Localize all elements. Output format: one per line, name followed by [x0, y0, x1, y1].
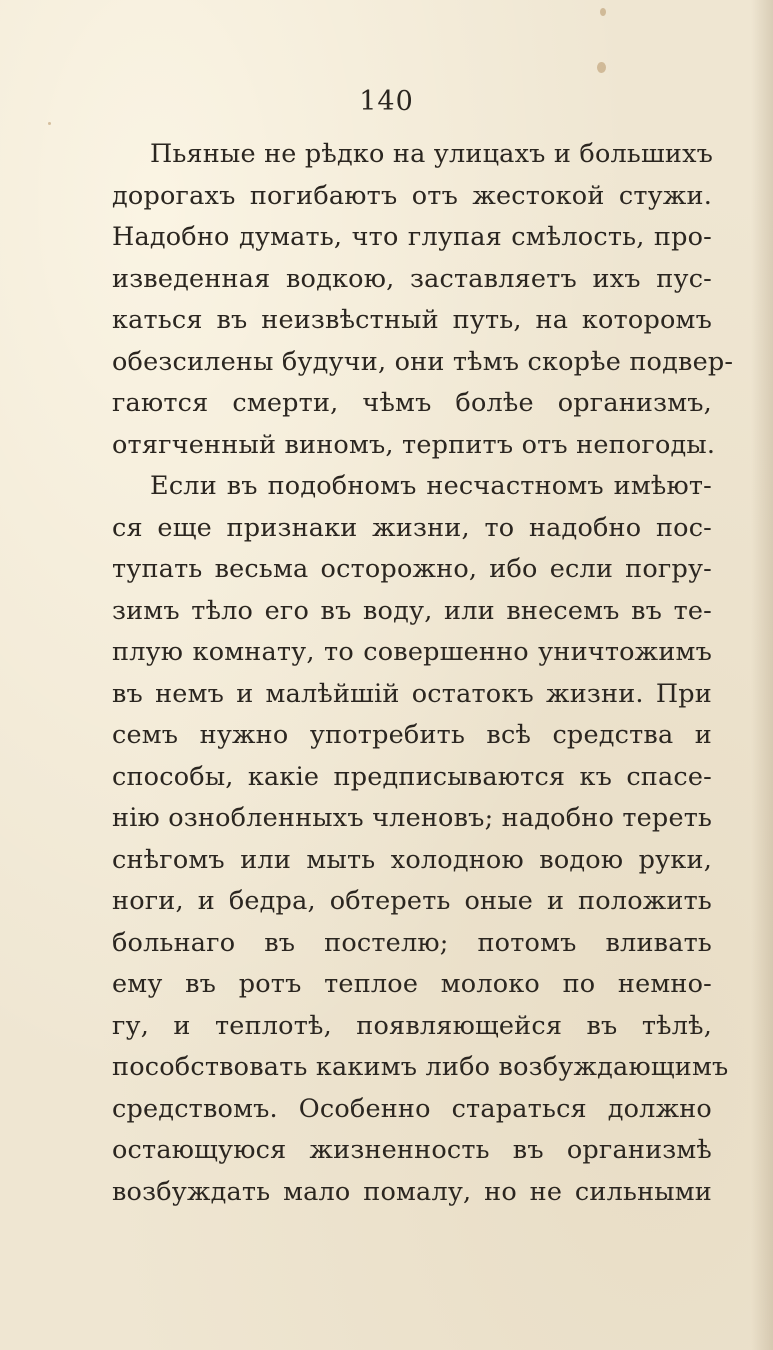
- paper-stain: [597, 62, 606, 73]
- text-line: семъ нужно употребить всѣ средства и: [112, 720, 712, 750]
- text-line: отягченный виномъ, терпитъ отъ непогоды.: [112, 429, 716, 460]
- text-line: больнаго въ постелю; потомъ вливать: [112, 927, 712, 958]
- text-line: плую комнату, то совершенно уничтожимъ: [112, 637, 712, 667]
- text-line: Если въ подобномъ несчастномъ имѣют-: [150, 471, 712, 501]
- text-line: пособствовать какимъ либо возбуждающимъ: [112, 1052, 729, 1082]
- text-line: ноги, и бедра, обтереть оные и положить: [112, 886, 712, 916]
- text-line: дорогахъ погибаютъ отъ жестокой стужи.: [112, 180, 712, 211]
- text-line: возбуждать мало помалу, но не сильными: [112, 1176, 712, 1207]
- text-line: обезсилены будучи, они тѣмъ скорѣе подвер-: [112, 346, 734, 377]
- text-line: ему въ ротъ теплое молоко по немно-: [112, 969, 712, 999]
- text-line: нію ознобленныхъ членовъ; надобно тереть: [112, 803, 713, 833]
- text-line: изведенная водкою, заставляетъ ихъ пус-: [112, 263, 712, 294]
- text-line: тупать весьма осторожно, ибо если погру-: [112, 554, 712, 584]
- text-line: способы, какіе предписываются къ спасе-: [112, 761, 712, 792]
- paper-stain: [48, 122, 51, 125]
- text-line: Надобно думать, что глупая смѣлость, про-: [112, 222, 712, 252]
- text-line: гу, и теплотѣ, появляющейся въ тѣлѣ,: [112, 1010, 712, 1041]
- text-line: въ немъ и малѣйшій остатокъ жизни. При: [112, 678, 712, 709]
- text-line: Пьяные не рѣдко на улицахъ и большихъ: [150, 139, 714, 169]
- paper-stain: [600, 8, 606, 16]
- text-line: каться въ неизвѣстный путь, на которомъ: [112, 305, 712, 335]
- page-number: 140: [359, 86, 414, 117]
- text-line: средствомъ. Особенно стараться должно: [112, 1093, 712, 1124]
- body-text: [112, 134, 734, 1213]
- text-line: зимъ тѣло его въ воду, или внесемъ въ те-: [112, 595, 712, 626]
- text-line: снѣгомъ или мыть холодною водою руки,: [112, 844, 712, 875]
- page-edge-shadow: [751, 0, 773, 1350]
- text-line: ся еще признаки жизни, то надобно пос-: [112, 512, 712, 543]
- text-line: остающуюся жизненность въ организмѣ: [112, 1135, 712, 1165]
- text-line: гаются смерти, чѣмъ болѣе организмъ,: [112, 388, 712, 418]
